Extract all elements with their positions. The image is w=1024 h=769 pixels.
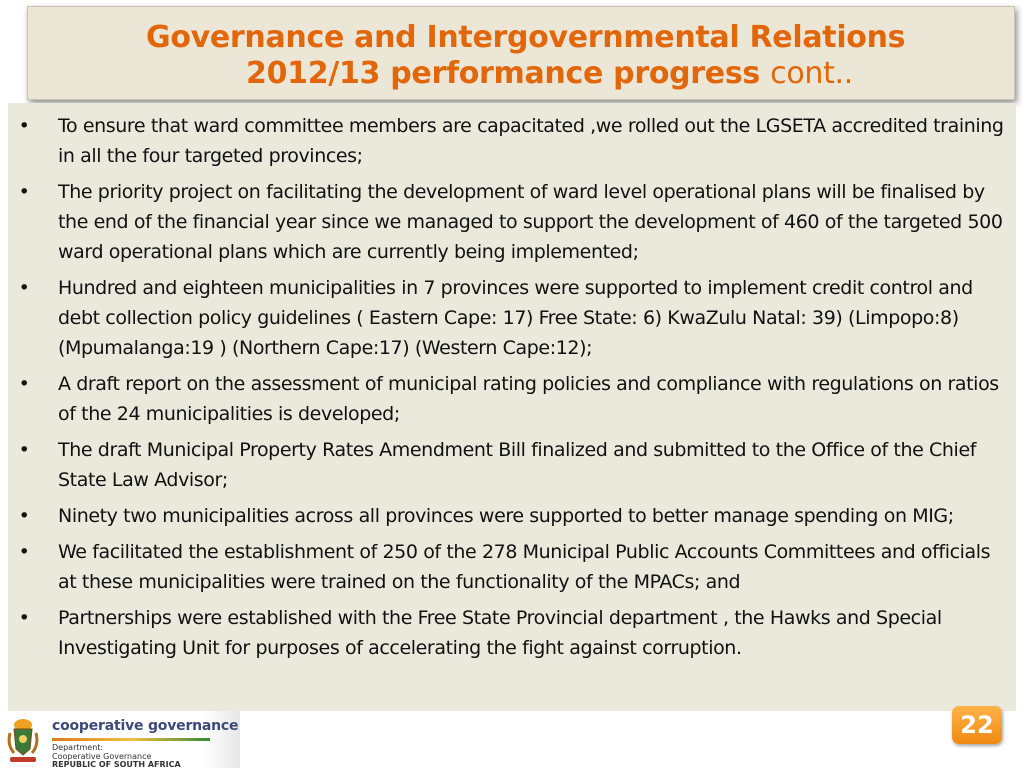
page-number-badge: 22 [952,706,1002,744]
title-box [27,6,1015,100]
content-panel [8,103,1016,711]
title-line-2 [246,55,853,93]
bullet-list [8,103,1016,663]
bullet-item [8,501,1016,531]
bullet-icon: • [18,115,30,137]
bullet-text: Ninety two municipalities across all provinces were supported to better manage spending on MIG; [58,505,954,527]
bullet-text: Hundred and eighteen municipalities in 7 provinces were supported to implement credit control and debt collection policy guidelines ( Eastern Cape: 17) Free State: 6) KwaZulu Natal: 39) (Limpopo:8) (Mpumalanga:19 ) (Northern Cape:17) (Western Cape:12); [58,277,973,359]
bullet-icon: • [18,505,30,527]
bullet-item [8,111,1016,171]
bullet-icon: • [18,181,30,203]
bullet-item [8,177,1016,267]
bullet-text: A draft report on the assessment of municipal rating policies and compliance with regulations on ratios of the 24 municipalities is developed; [58,373,999,425]
bullet-icon: • [18,277,30,299]
country-name: REPUBLIC OF SOUTH AFRICA [52,760,181,769]
bullet-item [8,273,1016,363]
bullet-icon: • [18,607,30,629]
coat-of-arms-icon [4,715,42,765]
dept-label: Department: [52,743,104,752]
bullet-text: To ensure that ward committee members are capacitated ,we rolled out the LGSETA accredited training in all the four targeted provinces; [58,115,1004,167]
bullet-icon: • [18,541,30,563]
brand-name: cooperative governance [52,718,239,734]
bullet-item [8,603,1016,663]
bullet-text: The draft Municipal Property Rates Amendment Bill finalized and submitted to the Office of the Chief State Law Advisor; [58,439,977,491]
bullet-item [8,537,1016,597]
title-line-1: Governance and Intergovernmental Relations [146,20,906,55]
title-suffix: cont.. [770,56,854,91]
department-logo [0,711,240,768]
footer [0,711,1024,768]
bullet-icon: • [18,439,30,461]
bullet-text: Partnerships were established with the Free State Provincial department , the Hawks and Special Investigating Unit for purposes of accelerating the fight against corruption. [58,607,942,659]
brand-rule [52,738,210,741]
bullet-item [8,435,1016,495]
bullet-text: The priority project on facilitating the development of ward level operational plans will be finalised by the end of the financial year since we managed to support the development of 460 of the targeted 500 ward operational plans which are currently being implemented; [58,181,1003,263]
bullet-item [8,369,1016,429]
dept-name: Cooperative Governance [52,752,152,761]
bullet-icon: • [18,373,30,395]
title-line-2-text: 2012/13 performance progress [246,56,760,91]
bullet-text: We facilitated the establishment of 250 of the 278 Municipal Public Accounts Committees and officials at these municipalities were trained on the functionality of the MPACs; and [58,541,991,593]
